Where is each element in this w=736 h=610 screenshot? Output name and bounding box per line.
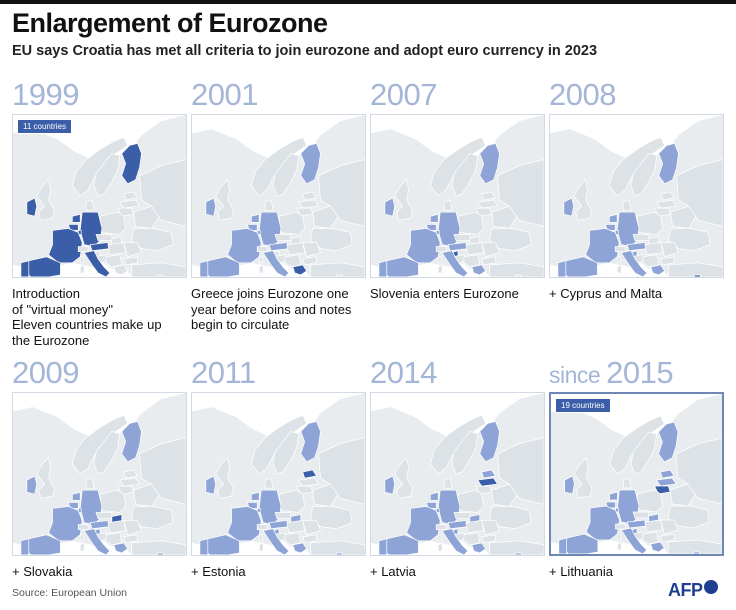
country-germany xyxy=(617,490,638,524)
country-hungary xyxy=(466,243,484,255)
country-sardinia xyxy=(617,542,621,550)
panel-caption: + Latvia xyxy=(370,564,416,579)
europe-map xyxy=(550,115,723,277)
europe-map xyxy=(371,115,544,277)
panel-caption: + Cyprus and Malta xyxy=(549,286,663,301)
panel-year xyxy=(370,356,545,390)
country-poland xyxy=(279,212,305,234)
country-hungary xyxy=(645,243,663,255)
country-cyprus xyxy=(336,553,342,555)
europe-map xyxy=(371,393,544,555)
country-france xyxy=(407,228,441,262)
panel-2008 xyxy=(549,78,724,302)
country-count-badge: 11 countries xyxy=(17,119,72,134)
country-cyprus xyxy=(694,552,700,554)
map-2011 xyxy=(191,392,366,556)
country-malta xyxy=(637,276,639,277)
year-value: 2014 xyxy=(370,355,437,390)
country-switzerland xyxy=(257,247,267,252)
country-sardinia xyxy=(617,265,621,273)
country-portugal xyxy=(558,261,566,277)
year-value: 2011 xyxy=(191,355,256,390)
map-2009 xyxy=(12,392,187,556)
panel-year xyxy=(549,78,724,112)
country-france xyxy=(586,506,619,540)
country-crete xyxy=(120,554,126,555)
panel-year xyxy=(549,356,724,390)
country-count-badge: 19 countries xyxy=(555,398,611,413)
country-germany xyxy=(259,212,281,246)
country-switzerland xyxy=(615,524,625,529)
year-value: 2009 xyxy=(12,355,79,390)
country-czech xyxy=(96,234,112,240)
country-crete xyxy=(657,276,663,277)
country-germany xyxy=(438,212,460,246)
country-cyprus xyxy=(157,553,163,555)
map-1999 xyxy=(12,114,187,278)
panel-2011 xyxy=(191,356,366,580)
year-value: 2001 xyxy=(191,77,258,112)
country-portugal xyxy=(379,261,387,277)
panel-1999 xyxy=(12,78,187,348)
country-crete xyxy=(478,554,484,555)
country-corsica xyxy=(438,257,441,263)
country-crete xyxy=(120,276,126,277)
year-prefix: since xyxy=(549,362,607,388)
country-poland xyxy=(637,212,663,234)
panel-2015 xyxy=(549,356,724,580)
panel-year xyxy=(191,78,366,112)
panel-year xyxy=(370,78,545,112)
country-corsica xyxy=(80,535,83,541)
year-value: 2007 xyxy=(370,77,437,112)
panel-2007 xyxy=(370,78,545,302)
panel-year xyxy=(12,356,187,390)
country-hungary xyxy=(108,521,126,533)
map-2014 xyxy=(370,392,545,556)
country-sardinia xyxy=(438,543,442,551)
country-corsica xyxy=(80,257,83,263)
country-corsica xyxy=(617,534,620,540)
country-malta xyxy=(279,554,281,555)
year-value: 1999 xyxy=(12,77,79,112)
country-cyprus xyxy=(515,275,521,277)
country-france xyxy=(49,228,83,262)
country-france xyxy=(228,506,262,540)
country-malta xyxy=(458,554,460,555)
country-portugal xyxy=(379,539,387,555)
country-poland xyxy=(100,212,126,234)
country-cyprus xyxy=(694,275,700,277)
country-malta xyxy=(279,276,281,277)
country-czech xyxy=(454,512,470,518)
country-poland xyxy=(458,212,484,234)
country-malta xyxy=(637,553,639,554)
country-germany xyxy=(80,212,102,246)
country-czech xyxy=(96,512,112,518)
top-rule xyxy=(0,0,736,4)
country-czech xyxy=(633,234,649,240)
country-czech xyxy=(275,234,291,240)
country-france xyxy=(228,228,262,262)
country-hungary xyxy=(645,520,663,532)
country-sardinia xyxy=(259,543,263,551)
page-subtitle: EU says Croatia has met all criteria to join eurozone and adopt euro currency in 2023 xyxy=(12,43,598,59)
country-portugal xyxy=(200,539,208,555)
year-value: 2015 xyxy=(606,355,674,390)
country-corsica xyxy=(617,257,620,263)
country-malta xyxy=(458,276,460,277)
country-germany xyxy=(617,212,639,246)
panel-2001 xyxy=(191,78,366,333)
country-portugal xyxy=(21,261,29,277)
country-switzerland xyxy=(78,525,88,530)
country-corsica xyxy=(438,535,441,541)
country-poland xyxy=(637,490,662,512)
country-switzerland xyxy=(257,525,267,530)
country-hungary xyxy=(466,521,484,533)
panel-year xyxy=(12,78,187,112)
country-sardinia xyxy=(259,265,263,273)
panel-caption: Greece joins Eurozone one year before coins and notes begin to circulate xyxy=(191,286,352,332)
panel-caption: Introduction of "virtual money" Eleven countries make up the Eurozone xyxy=(12,286,162,348)
country-corsica xyxy=(259,257,262,263)
country-sardinia xyxy=(80,265,84,273)
map-2008 xyxy=(549,114,724,278)
europe-map xyxy=(551,394,722,554)
country-czech xyxy=(454,234,470,240)
panel-year xyxy=(191,356,366,390)
panel-caption: + Lithuania xyxy=(549,564,613,579)
country-crete xyxy=(299,276,305,277)
panel-caption: + Slovakia xyxy=(12,564,73,579)
europe-map xyxy=(13,115,186,277)
country-portugal xyxy=(559,538,567,554)
panel-caption: Slovenia enters Eurozone xyxy=(370,286,519,301)
afp-logo-mark-icon xyxy=(704,580,718,594)
panel-2014 xyxy=(370,356,545,580)
country-sardinia xyxy=(80,543,84,551)
map-2001 xyxy=(191,114,366,278)
country-poland xyxy=(100,490,126,512)
page-title: Enlargement of Eurozone xyxy=(12,8,328,38)
europe-map xyxy=(13,393,186,555)
country-czech xyxy=(633,512,649,518)
country-switzerland xyxy=(436,247,446,252)
country-sardinia xyxy=(438,265,442,273)
source-note: Source: European Union xyxy=(12,587,127,599)
country-hungary xyxy=(287,521,305,533)
europe-map xyxy=(192,115,365,277)
year-value: 2008 xyxy=(549,77,616,112)
country-poland xyxy=(458,490,484,512)
country-malta xyxy=(100,554,102,555)
europe-map xyxy=(192,393,365,555)
country-cyprus xyxy=(336,275,342,277)
country-germany xyxy=(259,490,281,524)
country-malta xyxy=(100,276,102,277)
country-czech xyxy=(275,512,291,518)
panel-2009 xyxy=(12,356,187,580)
country-hungary xyxy=(287,243,305,255)
country-switzerland xyxy=(78,247,88,252)
country-germany xyxy=(438,490,460,524)
map-2007 xyxy=(370,114,545,278)
country-crete xyxy=(657,553,663,554)
panel-caption: + Estonia xyxy=(191,564,246,579)
country-france xyxy=(407,506,441,540)
country-cyprus xyxy=(157,275,163,277)
country-switzerland xyxy=(436,525,446,530)
country-cyprus xyxy=(515,553,521,555)
country-portugal xyxy=(200,261,208,277)
country-poland xyxy=(279,490,305,512)
country-hungary xyxy=(108,243,126,255)
map-2015 xyxy=(549,392,724,556)
afp-logo: AFP xyxy=(668,580,718,601)
country-france xyxy=(586,228,620,262)
country-switzerland xyxy=(615,247,625,252)
country-corsica xyxy=(259,535,262,541)
country-germany xyxy=(80,490,102,524)
country-france xyxy=(49,506,83,540)
country-portugal xyxy=(21,539,29,555)
country-crete xyxy=(299,554,305,555)
country-crete xyxy=(478,276,484,277)
